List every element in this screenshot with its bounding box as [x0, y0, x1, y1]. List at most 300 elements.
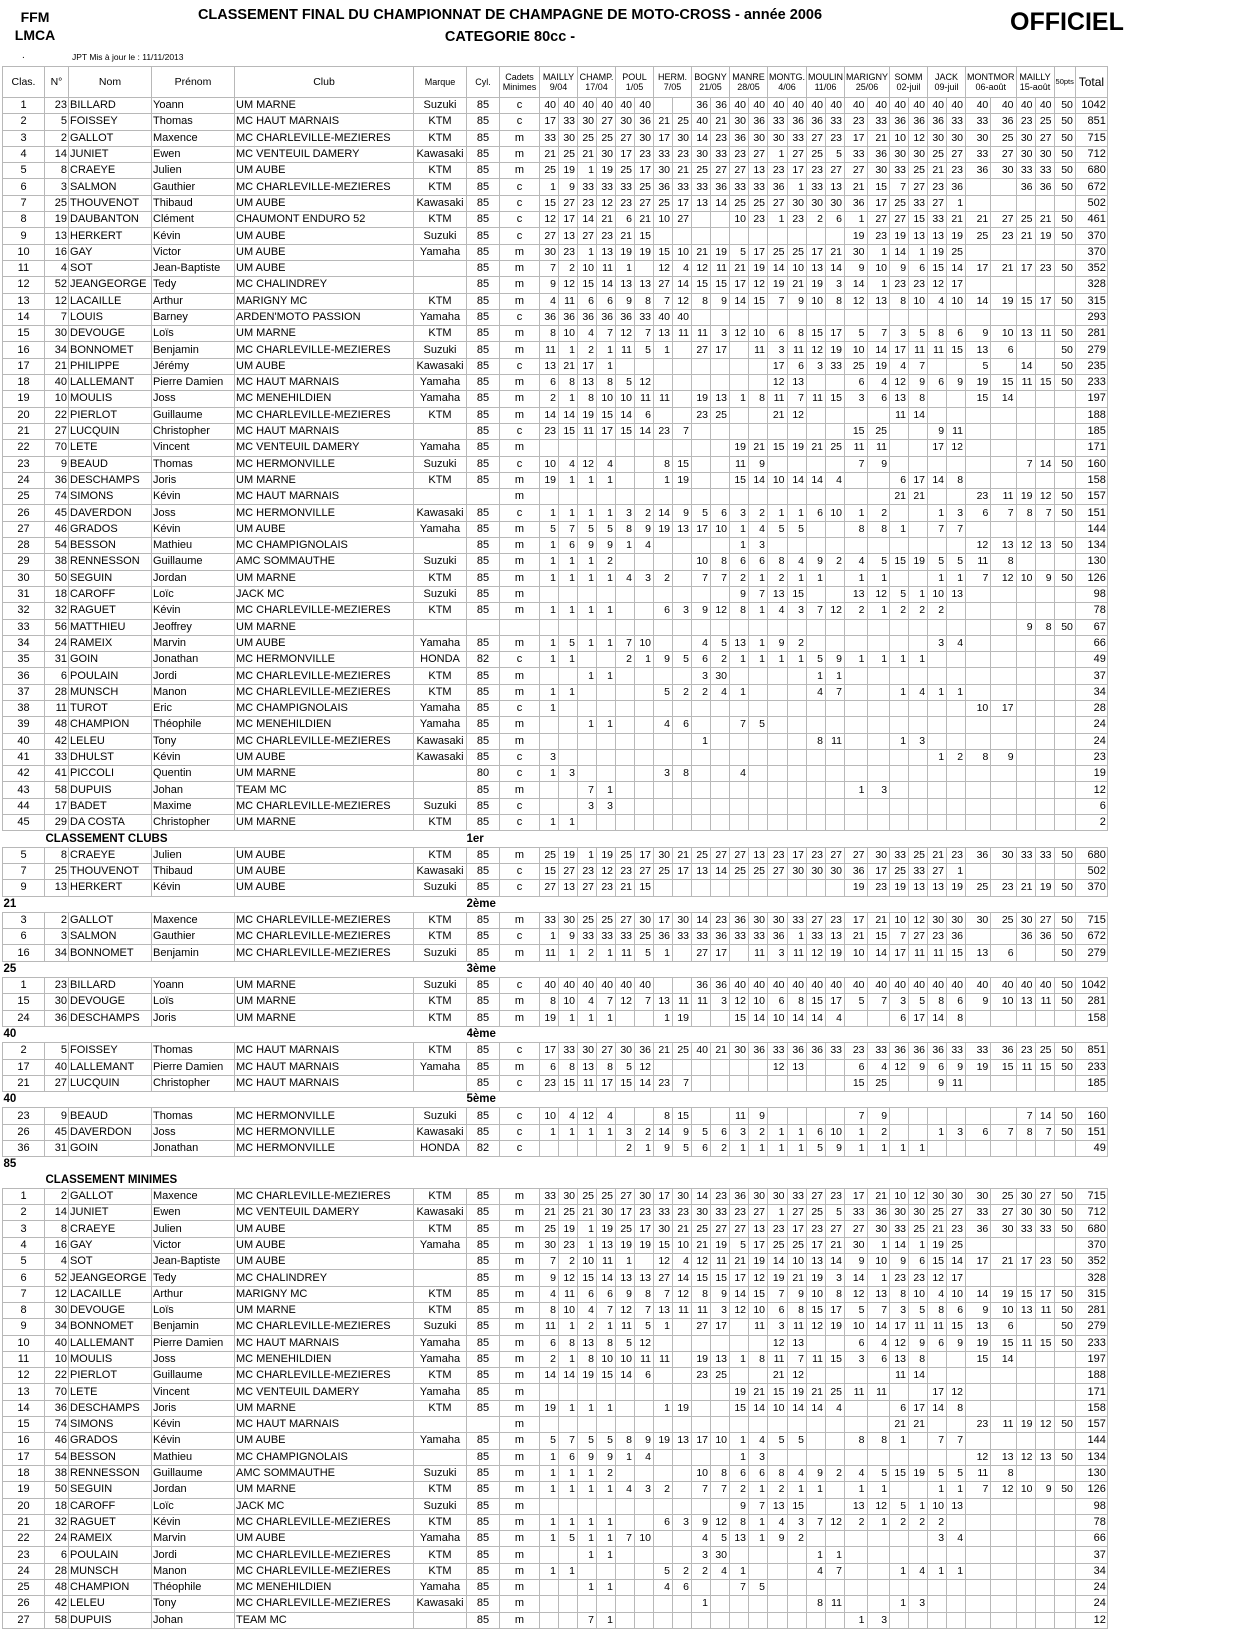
score-cell: 8: [787, 326, 807, 342]
bib-number-cell: 58: [45, 1612, 69, 1628]
bib-number-cell: 41: [45, 766, 69, 782]
score-cell: 5: [768, 521, 788, 537]
score-cell: 1: [559, 652, 578, 668]
score-cell: [890, 1449, 909, 1465]
score-cell: [890, 505, 909, 521]
score-cell: 2: [890, 1514, 909, 1530]
score-cell: 8: [826, 1286, 845, 1302]
score-cell: [654, 1547, 673, 1563]
score-cell: 19: [730, 1384, 749, 1400]
score-cell: 30: [966, 912, 991, 928]
score-cell: 40: [635, 98, 654, 114]
score-cell: 11: [787, 1319, 807, 1335]
score-cell: [616, 1514, 635, 1530]
score-cell: [928, 766, 947, 782]
table-row: [3, 717, 1108, 733]
club-cell: MC HERMONVILLE: [235, 1124, 414, 1140]
first-name-cell: Johan: [152, 1612, 235, 1628]
last-name-cell: LALLEMANT: [69, 375, 152, 391]
score-cell: [966, 635, 991, 651]
score-cell: 15: [692, 1270, 711, 1286]
score-cell: [540, 619, 559, 635]
score-cell: [597, 766, 616, 782]
score-cell: 14: [991, 391, 1016, 407]
score-cell: 7: [807, 603, 826, 619]
score-cell: 21: [867, 912, 890, 928]
score-cell: 1: [540, 1124, 559, 1140]
score-cell: [616, 472, 635, 488]
score-cell: 9: [991, 749, 1016, 765]
club-cell: UM AUBE: [235, 635, 414, 651]
score-cell: 5: [826, 1205, 845, 1221]
score-cell: [578, 733, 597, 749]
score-cell: 30: [749, 130, 768, 146]
score-cell: 14: [1016, 358, 1035, 374]
score-cell: 10: [692, 1465, 711, 1481]
score-cell: [991, 619, 1016, 635]
score-cell: 15: [578, 1270, 597, 1286]
club-cell: MC MENEHILDIEN: [235, 1580, 414, 1596]
score-cell: [1016, 195, 1035, 211]
score-cell: 9: [711, 1286, 730, 1302]
score-cell: 14: [540, 1368, 559, 1384]
score-cell: 14: [807, 1400, 826, 1416]
score-cell: [928, 815, 947, 831]
score-cell: 11: [616, 1319, 635, 1335]
rank-cell: 20: [3, 1498, 45, 1514]
score-cell: 13: [807, 1254, 826, 1270]
score-cell: 33: [559, 114, 578, 130]
score-cell: [1016, 1400, 1035, 1416]
score-cell: [559, 798, 578, 814]
score-cell: 40: [966, 978, 991, 994]
score-cell: [1035, 733, 1054, 749]
score-cell: [947, 456, 966, 472]
displacement-cell: 85: [467, 1059, 500, 1075]
score-cell: [909, 570, 928, 586]
score-cell: [768, 717, 788, 733]
score-cell: 17: [749, 1237, 768, 1253]
club-cell: UM AUBE: [235, 163, 414, 179]
displacement-cell: 85: [467, 1254, 500, 1270]
score-cell: [654, 1498, 673, 1514]
displacement-cell: 85: [467, 668, 500, 684]
table-row: [3, 1270, 1108, 1286]
score-cell: 27: [616, 912, 635, 928]
score-cell: [578, 1141, 597, 1157]
score-cell: 2: [867, 505, 890, 521]
first-name-cell: Christopher: [152, 423, 235, 439]
score-cell: 7: [966, 1482, 991, 1498]
score-cell: [673, 1531, 692, 1547]
score-cell: [928, 1368, 947, 1384]
score-cell: 21: [673, 847, 692, 863]
score-cell: 19: [635, 244, 654, 260]
table-row: [3, 1563, 1108, 1579]
score-cell: [890, 1547, 909, 1563]
score-cell: 5: [597, 521, 616, 537]
score-cell: [947, 603, 966, 619]
score-cell: 25: [909, 847, 928, 863]
score-cell: 17: [845, 912, 868, 928]
first-name-cell: Maxime: [152, 798, 235, 814]
score-cell: 1: [867, 277, 890, 293]
score-cell: [616, 1563, 635, 1579]
rank-cell: 24: [3, 1563, 45, 1579]
score-cell: [947, 1449, 966, 1465]
last-name-cell: DUPUIS: [69, 1612, 152, 1628]
bib-number-cell: 11: [45, 700, 69, 716]
score-cell: 27: [826, 1221, 845, 1237]
score-cell: 13: [966, 945, 991, 961]
bib-number-cell: 27: [45, 423, 69, 439]
category-cell: m: [500, 554, 540, 570]
first-name-cell: Tedy: [152, 1270, 235, 1286]
total-cell: 12: [1075, 1612, 1107, 1628]
score-cell: [787, 489, 807, 505]
category-cell: c: [500, 114, 540, 130]
rank-cell: 20: [3, 407, 45, 423]
bib-number-cell: 2: [45, 1188, 69, 1204]
table-row: [3, 407, 1108, 423]
score-cell: [807, 1498, 826, 1514]
club-cell: MC CHARLEVILLE-MEZIERES: [235, 912, 414, 928]
total-cell: 171: [1075, 1384, 1107, 1400]
score-cell: [991, 1368, 1016, 1384]
score-cell: [1035, 1010, 1054, 1026]
score-cell: 9: [559, 929, 578, 945]
bonus-cell: 50: [1054, 456, 1075, 472]
table-row: [3, 1351, 1108, 1367]
score-cell: 8: [616, 1433, 635, 1449]
total-cell: 2: [1075, 815, 1107, 831]
score-cell: 27: [711, 847, 730, 863]
score-cell: [991, 1514, 1016, 1530]
score-cell: [749, 880, 768, 896]
score-cell: [991, 1384, 1016, 1400]
score-cell: 23: [991, 228, 1016, 244]
last-name-cell: DAUBANTON: [69, 212, 152, 228]
score-cell: 1: [692, 1596, 711, 1612]
score-cell: 4: [654, 1580, 673, 1596]
score-cell: [559, 1547, 578, 1563]
first-name-cell: Joris: [152, 472, 235, 488]
score-cell: 1: [787, 929, 807, 945]
table-row: [3, 978, 1108, 994]
category-cell: m: [500, 1319, 540, 1335]
bib-number-cell: 48: [45, 1580, 69, 1596]
score-cell: 4: [947, 635, 966, 651]
score-cell: 11: [928, 1319, 947, 1335]
bib-number-cell: 34: [45, 342, 69, 358]
brand-cell: KTM: [414, 407, 467, 423]
rank-cell: 30: [3, 570, 45, 586]
displacement-cell: 85: [467, 1319, 500, 1335]
score-cell: [845, 766, 868, 782]
score-cell: [826, 375, 845, 391]
brand-cell: [414, 423, 467, 439]
table-row: [3, 1059, 1108, 1075]
table-row: [3, 1254, 1108, 1270]
total-cell: 197: [1075, 391, 1107, 407]
score-cell: 1: [559, 342, 578, 358]
score-cell: [928, 700, 947, 716]
displacement-cell: 85: [467, 179, 500, 195]
score-cell: [654, 749, 673, 765]
score-cell: 7: [635, 326, 654, 342]
score-cell: 17: [787, 1221, 807, 1237]
total-cell: 78: [1075, 603, 1107, 619]
score-cell: 1: [559, 815, 578, 831]
score-cell: [807, 749, 826, 765]
total-cell: 158: [1075, 1010, 1107, 1026]
table-row: [3, 505, 1108, 521]
score-cell: 19: [826, 945, 845, 961]
score-cell: 10: [807, 1286, 826, 1302]
score-cell: [711, 733, 730, 749]
score-cell: 2: [909, 1514, 928, 1530]
rank-cell: 10: [3, 1335, 45, 1351]
club-cell: UM AUBE: [235, 847, 414, 863]
score-cell: [635, 1254, 654, 1270]
score-cell: 1: [578, 1482, 597, 1498]
score-cell: 14: [730, 1286, 749, 1302]
score-cell: 25: [890, 863, 909, 879]
bonus-cell: 50: [1054, 358, 1075, 374]
score-cell: 15: [635, 228, 654, 244]
score-cell: [1035, 1384, 1054, 1400]
score-cell: 1: [826, 668, 845, 684]
score-cell: [597, 1596, 616, 1612]
score-cell: [909, 619, 928, 635]
first-name-cell: Pierre Damien: [152, 1335, 235, 1351]
total-cell: 715: [1075, 912, 1107, 928]
score-cell: [654, 489, 673, 505]
brand-cell: Kawasaki: [414, 1205, 467, 1221]
score-cell: 4: [654, 717, 673, 733]
last-name-cell: LELEU: [69, 1596, 152, 1612]
table-row: [3, 929, 1108, 945]
score-cell: 21: [1016, 880, 1035, 896]
score-cell: [597, 586, 616, 602]
score-cell: 7: [991, 1124, 1016, 1140]
score-cell: [749, 684, 768, 700]
score-cell: 5: [947, 1465, 966, 1481]
score-cell: 25: [991, 912, 1016, 928]
score-cell: 1: [654, 472, 673, 488]
displacement-cell: 85: [467, 375, 500, 391]
displacement-cell: 85: [467, 1368, 500, 1384]
score-cell: [635, 1384, 654, 1400]
displacement-cell: 85: [467, 1205, 500, 1221]
first-name-cell: Guillaume: [152, 1465, 235, 1481]
last-name-cell: SEGUIN: [69, 1482, 152, 1498]
score-cell: 21: [673, 1221, 692, 1237]
score-cell: 4: [692, 635, 711, 651]
score-cell: 15: [966, 1351, 991, 1367]
score-cell: 4: [578, 994, 597, 1010]
category-cell: m: [500, 1514, 540, 1530]
score-cell: 19: [616, 1237, 635, 1253]
score-cell: [711, 1498, 730, 1514]
score-cell: 6: [991, 945, 1016, 961]
section-title: [45, 1026, 467, 1042]
category-cell: m: [500, 1498, 540, 1514]
score-cell: [749, 1547, 768, 1563]
total-cell: 134: [1075, 1449, 1107, 1465]
score-cell: 1: [616, 538, 635, 554]
last-name-cell: JUNIET: [69, 146, 152, 162]
score-cell: 6: [845, 1059, 868, 1075]
score-cell: 2: [616, 1141, 635, 1157]
score-cell: 21: [616, 880, 635, 896]
score-cell: 36: [578, 309, 597, 325]
score-cell: 17: [826, 326, 845, 342]
score-cell: [692, 358, 711, 374]
score-cell: [890, 749, 909, 765]
bib-number-cell: 38: [45, 1465, 69, 1481]
brand-cell: Yamaha: [414, 1351, 467, 1367]
score-cell: [890, 1580, 909, 1596]
rank-cell: 5: [3, 847, 45, 863]
brand-cell: KTM: [414, 114, 467, 130]
score-cell: [966, 1237, 991, 1253]
brand-cell: KTM: [414, 603, 467, 619]
score-cell: [616, 1417, 635, 1433]
brand-cell: [414, 1270, 467, 1286]
displacement-cell: 80: [467, 766, 500, 782]
bonus-cell: [1054, 684, 1075, 700]
score-cell: 1: [578, 1514, 597, 1530]
score-cell: 13: [867, 293, 890, 309]
score-cell: 1: [867, 1141, 890, 1157]
score-cell: 13: [1035, 1449, 1054, 1465]
table-row: [3, 423, 1108, 439]
score-cell: 15: [635, 880, 654, 896]
category-cell: m: [500, 440, 540, 456]
score-cell: 23: [768, 1221, 788, 1237]
score-cell: [966, 1596, 991, 1612]
score-cell: 3: [807, 358, 826, 374]
score-cell: 2: [787, 1531, 807, 1547]
section-spacer: [559, 831, 1108, 847]
score-cell: [692, 1075, 711, 1091]
displacement-cell: 85: [467, 309, 500, 325]
score-cell: [749, 228, 768, 244]
score-cell: [654, 1596, 673, 1612]
first-name-cell: Arthur: [152, 1286, 235, 1302]
score-cell: 25: [966, 880, 991, 896]
score-cell: 23: [730, 146, 749, 162]
score-cell: 40: [890, 978, 909, 994]
score-cell: 14: [1035, 456, 1054, 472]
score-cell: 1: [540, 538, 559, 554]
category-cell: m: [500, 1270, 540, 1286]
rank-cell: 7: [3, 195, 45, 211]
score-cell: 12: [909, 130, 928, 146]
score-cell: 36: [991, 1043, 1016, 1059]
score-cell: 23: [928, 179, 947, 195]
score-cell: 5: [807, 652, 826, 668]
displacement-cell: 85: [467, 1384, 500, 1400]
score-cell: [826, 456, 845, 472]
score-cell: 9: [673, 505, 692, 521]
score-cell: 15: [787, 586, 807, 602]
score-cell: 23: [909, 1270, 928, 1286]
club-cell: MC VENTEUIL DAMERY: [235, 1205, 414, 1221]
score-cell: 1: [540, 570, 559, 586]
section-club-total: [3, 831, 45, 847]
rank-cell: 12: [3, 1368, 45, 1384]
score-cell: 12: [578, 1108, 597, 1124]
score-cell: [749, 1417, 768, 1433]
score-cell: [673, 1612, 692, 1628]
score-cell: 2: [635, 1124, 654, 1140]
rank-cell: 2: [3, 1205, 45, 1221]
score-cell: 12: [711, 1514, 730, 1530]
score-cell: [654, 554, 673, 570]
brand-cell: KTM: [414, 815, 467, 831]
score-cell: [890, 440, 909, 456]
score-cell: [966, 1108, 991, 1124]
displacement-cell: 85: [467, 945, 500, 961]
category-cell: c: [500, 423, 540, 439]
score-cell: [966, 1563, 991, 1579]
club-cell: UM AUBE: [235, 1531, 414, 1547]
score-cell: 1: [654, 945, 673, 961]
bib-number-cell: 36: [45, 1010, 69, 1026]
score-cell: [540, 1384, 559, 1400]
score-cell: 27: [749, 1205, 768, 1221]
score-cell: [787, 815, 807, 831]
bib-number-cell: 54: [45, 538, 69, 554]
score-cell: [635, 766, 654, 782]
score-cell: 7: [635, 1302, 654, 1318]
score-cell: [673, 98, 692, 114]
last-name-cell: PIERLOT: [69, 407, 152, 423]
score-cell: [991, 717, 1016, 733]
score-cell: [966, 244, 991, 260]
score-cell: 11: [578, 1075, 597, 1091]
rank-cell: 7: [3, 1286, 45, 1302]
score-cell: 5: [928, 1465, 947, 1481]
club-cell: UM AUBE: [235, 260, 414, 276]
score-cell: 9: [673, 1124, 692, 1140]
score-cell: 1: [787, 1482, 807, 1498]
score-cell: [966, 766, 991, 782]
score-cell: 8: [991, 554, 1016, 570]
score-cell: [1016, 472, 1035, 488]
score-cell: 33: [597, 179, 616, 195]
score-cell: 3: [711, 1302, 730, 1318]
score-cell: 17: [540, 114, 559, 130]
score-cell: 6: [867, 1351, 890, 1367]
score-cell: [578, 1417, 597, 1433]
first-name-cell: Thomas: [152, 456, 235, 472]
score-cell: [692, 1612, 711, 1628]
score-cell: [826, 1108, 845, 1124]
displacement-cell: 85: [467, 1221, 500, 1237]
score-cell: [654, 1059, 673, 1075]
score-cell: [928, 1612, 947, 1628]
score-cell: 25: [867, 423, 890, 439]
score-cell: [890, 309, 909, 325]
bonus-cell: [1054, 652, 1075, 668]
table-row: [3, 114, 1108, 130]
score-cell: 14: [692, 1188, 711, 1204]
score-cell: 23: [1016, 114, 1035, 130]
score-cell: 21: [768, 407, 788, 423]
